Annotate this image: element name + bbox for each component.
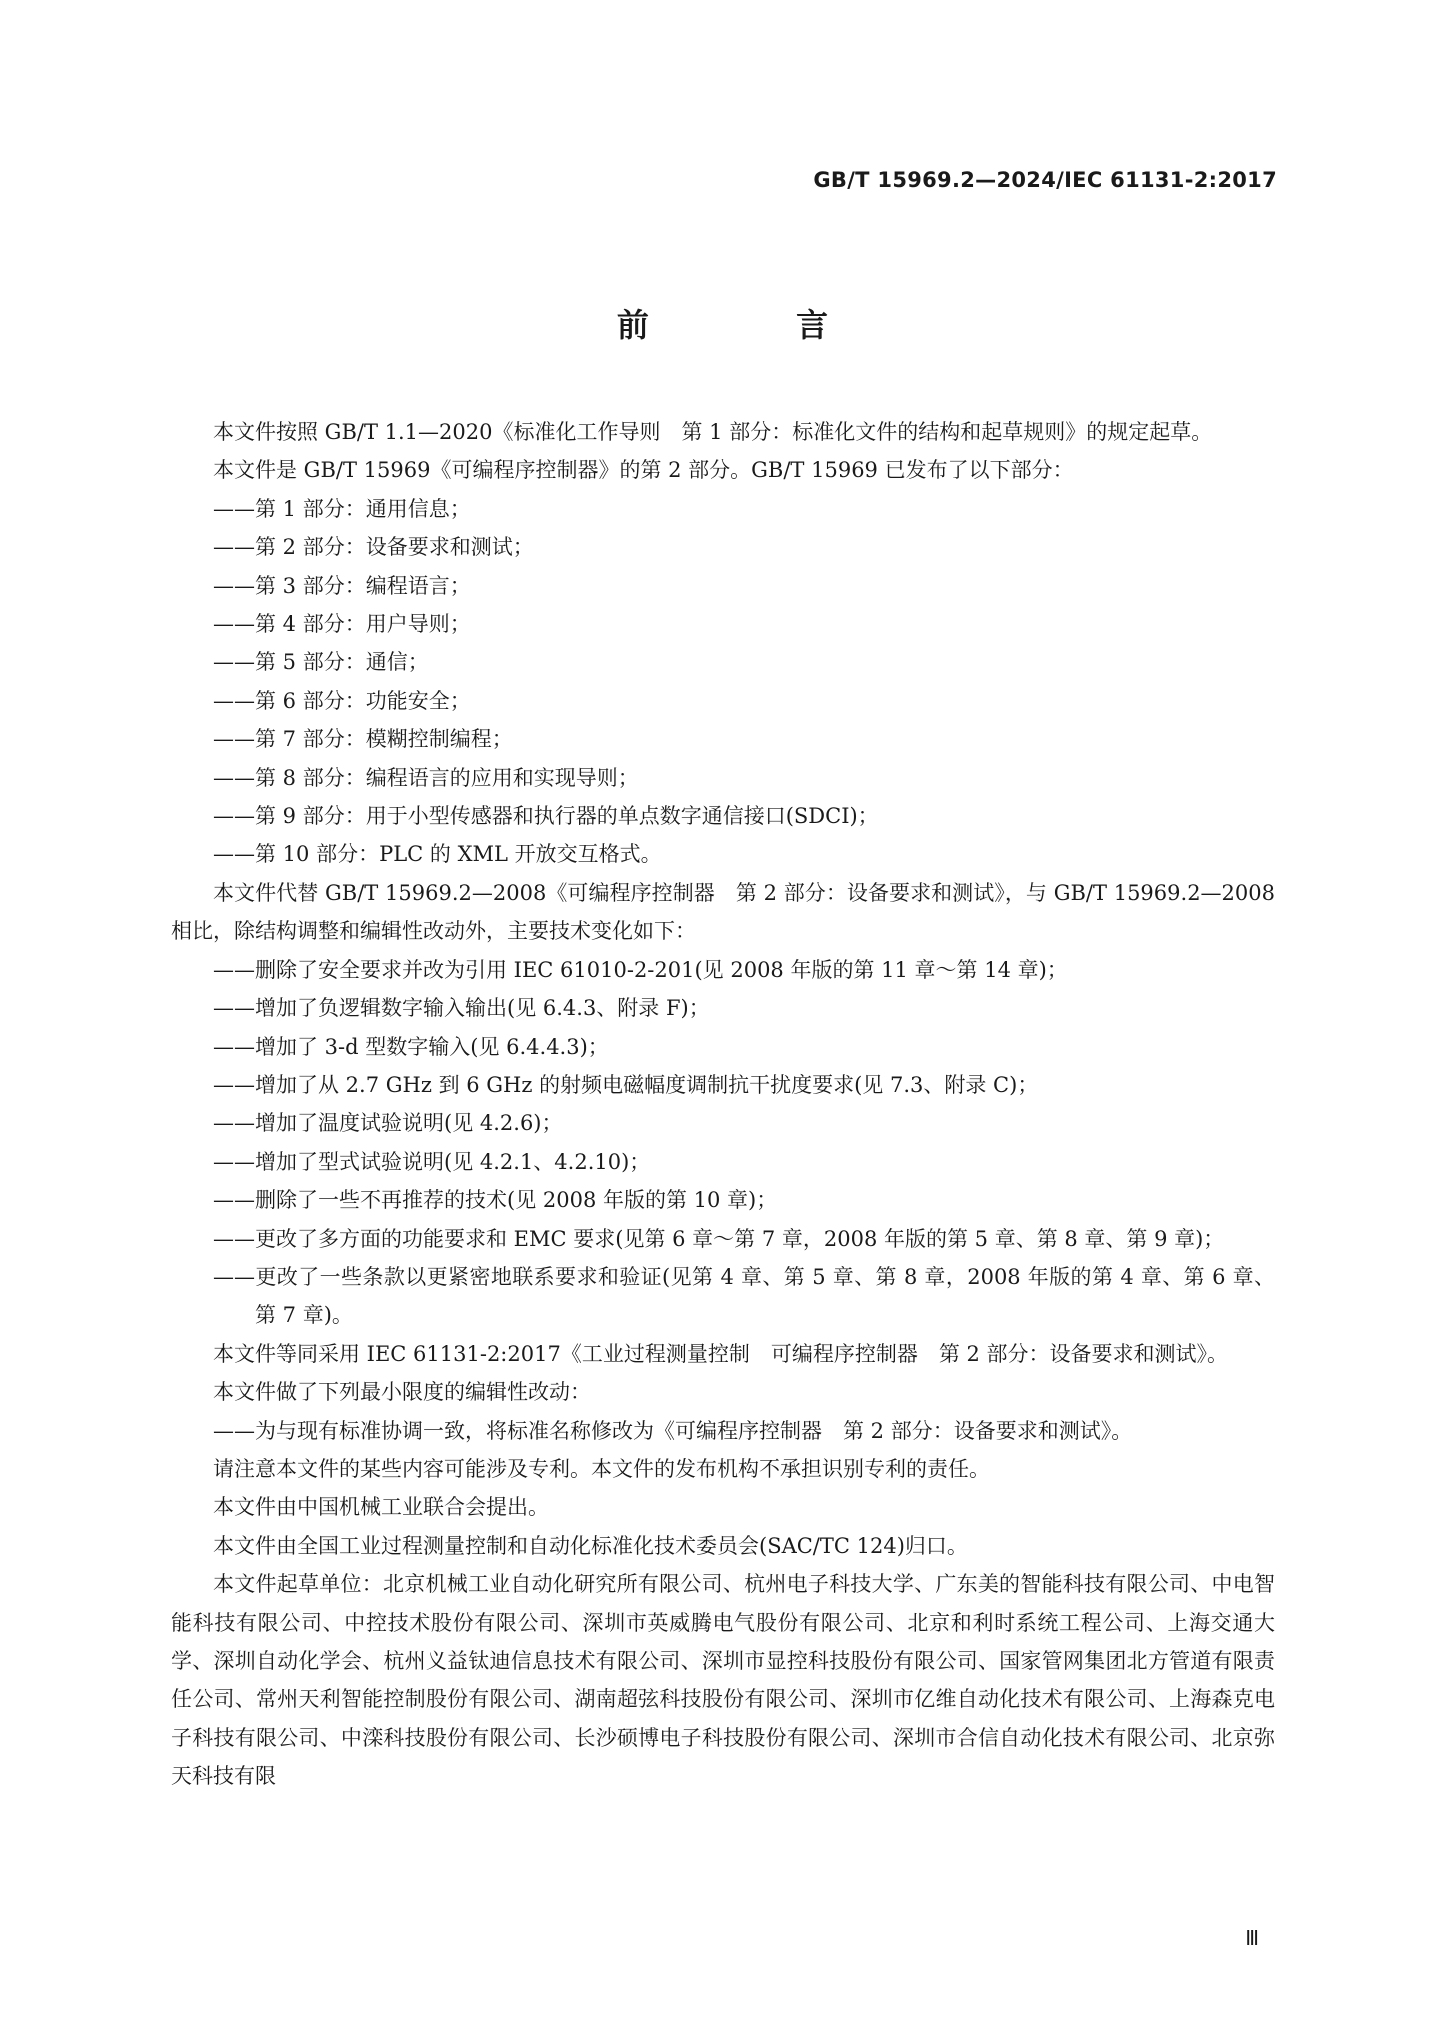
foreword-body: [171, 413, 1275, 1796]
page-number: Ⅲ: [1245, 1926, 1259, 1950]
paragraph-drafting-basis: 本文件按照 GB/T 1.1—2020《标准化工作导则 第 1 部分：标准化文件的结构和起草规则》的规定起草。: [213, 420, 1213, 444]
list-item-part-9: ——第 9 部分：用于小型传感器和执行器的单点数字通信接口(SDCI)；: [213, 804, 879, 829]
paragraph-patent-notice: 请注意本文件的某些内容可能涉及专利。本文件的发布机构不承担识别专利的责任。: [213, 1456, 990, 1481]
list-item-change-5: ——增加了温度试验说明(见 4.2.6)；: [213, 1111, 563, 1136]
list-item-change-8: ——更改了多方面的功能要求和 EMC 要求(见第 6 章～第 7 章，2008 年版的第 5 章、第 8 章、第 9 章)；: [213, 1226, 1225, 1251]
paragraph-editorial-intro: 本文件做了下列最小限度的编辑性改动：: [213, 1380, 591, 1405]
paragraph-proposer: 本文件由中国机械工业联合会提出。: [213, 1495, 549, 1520]
list-item-part-1: ——第 1 部分：通用信息；: [213, 496, 471, 521]
paragraph-adoption: 本文件等同采用 IEC 61131-2:2017《工业过程测量控制 可编程序控制器 第 2 部分：设备要求和测试》。: [213, 1341, 1229, 1366]
list-item-part-3: ——第 3 部分：编程语言；: [213, 573, 471, 598]
list-item-change-4: ——增加了从 2.7 GHz 到 6 GHz 的射频电磁幅度调制抗干扰度要求(见 7.3、附录 C)；: [213, 1072, 1039, 1097]
list-item-part-6: ——第 6 部分：功能安全；: [213, 688, 471, 713]
list-item-part-4: ——第 4 部分：用户导则；: [213, 612, 471, 637]
list-item-part-8: ——第 8 部分：编程语言的应用和实现导则；: [213, 765, 639, 790]
list-item-change-9: ——更改了一些条款以更紧密地联系要求和验证(见第 4 章、第 5 章、第 8 章，2008 年版的第 4 章、第 6 章、第 7 章)。: [213, 1264, 1275, 1328]
paragraph-committee: 本文件由全国工业过程测量控制和自动化标准化技术委员会(SAC/TC 124)归口。: [213, 1533, 968, 1558]
list-item-part-10: ——第 10 部分：PLC 的 XML 开放交互格式。: [213, 842, 662, 867]
list-item-change-7: ——删除了一些不再推荐的技术(见 2008 年版的第 10 章)；: [213, 1188, 778, 1213]
paragraph-drafting-units: 本文件起草单位：北京机械工业自动化研究所有限公司、杭州电子科技大学、广东美的智能科技有限公司、中电智能科技有限公司、中控技术股份有限公司、深圳市英威腾电气股份有限公司、北京和利时系统工程公司、上海交通大学、深圳自动化学会、杭州义益钛迪信息技术有限公司、深圳市显控科技股份有限公司、国家管网集团北方管道有限责任公司、常州天利智能控制股份有限公司、湖南超弦科技股份有限公司、深圳市亿维自动化技术有限公司、上海森克电子科技有限公司、中滦科技股份有限公司、长沙硕博电子科技股份有限公司、深圳市合信自动化技术有限公司、北京弥天科技有限: [171, 1572, 1275, 1789]
list-item-change-1: ——删除了安全要求并改为引用 IEC 61010-2-201(见 2008 年版的第 11 章～第 14 章)；: [213, 957, 1068, 982]
list-item-editorial-change: ——为与现有标准协调一致，将标准名称修改为《可编程序控制器 第 2 部分：设备要求和测试》。: [213, 1418, 1133, 1443]
list-item-part-5: ——第 5 部分：通信；: [213, 650, 429, 675]
standard-code: GB/T 15969.2—2024/IEC 61131-2:2017: [813, 168, 1277, 192]
list-item-change-3: ——增加了 3-d 型数字输入(见 6.4.4.3)；: [213, 1034, 609, 1059]
list-item-change-6: ——增加了型式试验说明(见 4.2.1、4.2.10)；: [213, 1149, 651, 1174]
list-item-part-7: ——第 7 部分：模糊控制编程；: [213, 727, 513, 752]
list-item-change-2: ——增加了负逻辑数字输入输出(见 6.4.3、附录 F)；: [213, 996, 710, 1021]
list-item-part-2: ——第 2 部分：设备要求和测试；: [213, 535, 534, 560]
paragraph-series-intro: 本文件是 GB/T 15969《可编程序控制器》的第 2 部分。GB/T 15969 已发布了以下部分：: [213, 458, 1074, 483]
page-title: 前 言: [616, 306, 897, 344]
paragraph-replacement: 本文件代替 GB/T 15969.2—2008《可编程序控制器 第 2 部分：设备要求和测试》，与 GB/T 15969.2—2008 相比，除结构调整和编辑性改动外，主要技术变化如下：: [171, 880, 1275, 944]
